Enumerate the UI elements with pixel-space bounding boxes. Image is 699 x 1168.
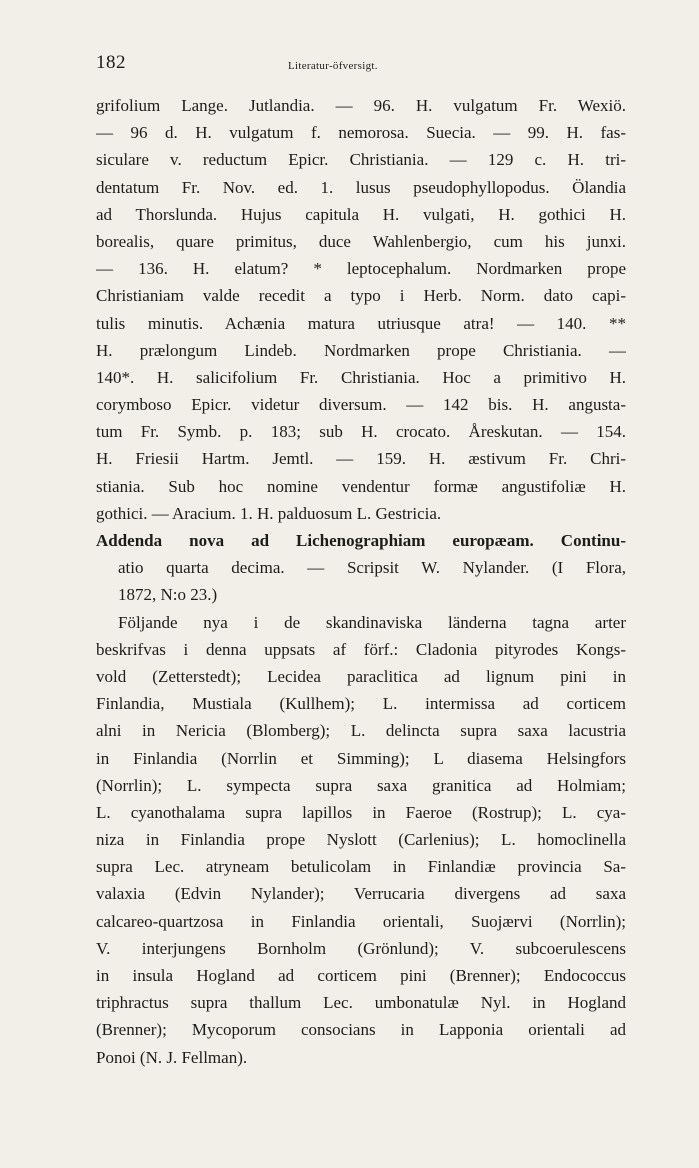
text-line: (Brenner); Mycoporum consocians in Lapponia orientali ad xyxy=(96,1020,626,1040)
text-line: vold (Zetterstedt); Lecidea paraclitica ad lignum pini in xyxy=(96,666,626,686)
text-line: (Norrlin); L. sympecta supra saxa granitica ad Holmiam; xyxy=(96,775,626,795)
text-line: tum Fr. Symb. p. 183; sub H. crocato. Åreskutan. — 154. xyxy=(96,422,626,442)
text-line: borealis, quare primitus, duce Wahlenbergio, cum his junxi. xyxy=(96,231,626,251)
text-line: gothici. — Aracium. 1. H. palduosum L. Gestricia. xyxy=(96,503,442,523)
text-line: in Finlandia (Norrlin et Simming); L diasema Helsingfors xyxy=(96,748,626,768)
text-line: Christianiam valde recedit a typo i Herb. Norm. dato capi- xyxy=(96,286,626,306)
text-line: siculare v. reductum Epicr. Christiania. — 129 c. H. tri- xyxy=(96,150,626,170)
text-line: H. prælongum Lindeb. Nordmarken prope Christiania. — xyxy=(96,340,626,360)
text-line: — 136. H. elatum? * leptocephalum. Nordmarken prope xyxy=(96,259,626,279)
text-line: dentatum Fr. Nov. ed. 1. lusus pseudophyllopodus. Ölandia xyxy=(96,177,626,197)
page-number: 182 xyxy=(96,52,126,73)
text-line: grifolium Lange. Jutlandia. — 96. H. vulgatum Fr. Wexiö. xyxy=(96,96,626,115)
text-line: 1872, N:o 23.) xyxy=(118,585,218,605)
page-header xyxy=(96,52,626,82)
text-line: beskrifvas i denna uppsats af förf.: Cladonia pityrodes Kongs- xyxy=(96,639,626,659)
text-line: tulis minutis. Achænia matura utriusque atra! — 140. ** xyxy=(96,313,626,333)
text-line: 140*. H. salicifolium Fr. Christiania. Hoc a primitivo H. xyxy=(96,367,626,387)
text-line: V. interjungens Bornholm (Grönlund); V. subcoerulescens xyxy=(96,938,626,958)
text-line: stiania. Sub hoc nomine vendentur formæ angustifoliæ H. xyxy=(96,476,626,496)
text-line: valaxia (Edvin Nylander); Verrucaria divergens ad saxa xyxy=(96,884,626,904)
text-line: alni in Nericia (Blomberg); L. delincta supra saxa lacustria xyxy=(96,721,626,741)
running-head: Literatur-öfversigt. xyxy=(288,60,378,72)
text-line: calcareo-quartzosa in Finlandia orientali, Suojærvi (Norrlin); xyxy=(96,911,626,931)
text-line: atio quarta decima. — Scripsit W. Nylander. (I Flora, xyxy=(118,558,626,578)
page-body xyxy=(96,92,626,1071)
text-line: corymboso Epicr. videtur diversum. — 142 bis. H. angusta- xyxy=(96,395,626,415)
text-line: H. Friesii Hartm. Jemtl. — 159. H. æstivum Fr. Chri- xyxy=(96,449,626,469)
text-line: Ponoi (N. J. Fellman). xyxy=(96,1047,248,1067)
text-line: Finlandia, Mustiala (Kullhem); L. intermissa ad corticem xyxy=(96,694,626,714)
text-line: supra Lec. atryneam betulicolam in Finlandiæ provincia Sa- xyxy=(96,857,626,877)
text-line: L. cyanothalama supra lapillos in Faeroe (Rostrup); L. cya- xyxy=(96,802,626,822)
text-line: triphractus supra thallum Lec. umbonatulæ Nyl. in Hogland xyxy=(96,993,626,1013)
section-heading-line: Addenda nova ad Lichenographiam europæam. Continu- xyxy=(96,531,626,550)
text-line: ad Thorslunda. Hujus capitula H. vulgati, H. gothici H. xyxy=(96,204,626,224)
text-line: in insula Hogland ad corticem pini (Brenner); Endococcus xyxy=(96,966,626,985)
text-line: — 96 d. H. vulgatum f. nemorosa. Suecia. — 99. H. fas- xyxy=(96,123,626,143)
text-line: Följande nya i de skandinaviska länderna tagna arter xyxy=(118,612,626,632)
text-line: niza in Finlandia prope Nyslott (Carlenius); L. homoclinella xyxy=(96,830,626,850)
